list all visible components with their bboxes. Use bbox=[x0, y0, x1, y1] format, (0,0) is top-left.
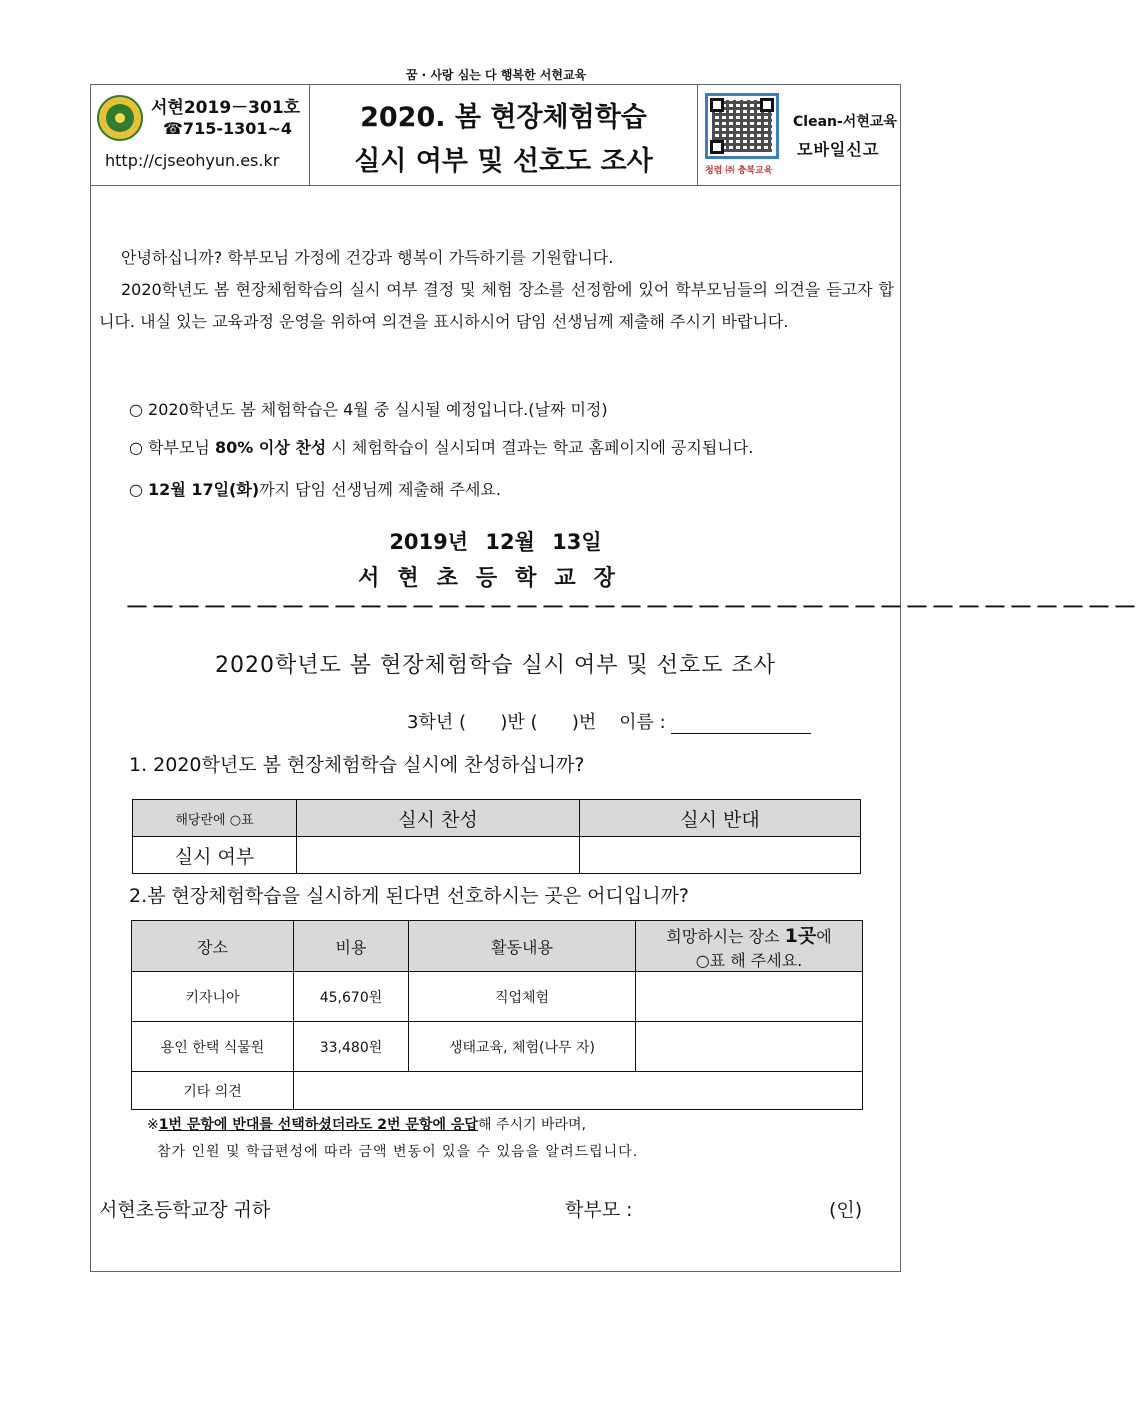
issuer: 서현초등학교장 bbox=[358, 566, 633, 591]
name-field[interactable] bbox=[671, 715, 811, 734]
bullet-approval: ○ 학부모님 80% 이상 찬성 시 체험학습이 실시되며 결과는 학교 홈페이지에 공지됩니다. bbox=[129, 438, 754, 457]
bullet-deadline: ○ 12월 17일(화)까지 담임 선생님께 제출해 주세요. bbox=[129, 480, 501, 499]
cost-cell: 33,480원 bbox=[294, 1022, 409, 1072]
q1-header-disagree: 실시 반대 bbox=[580, 800, 861, 837]
table-row bbox=[132, 1022, 863, 1072]
q2-table bbox=[131, 920, 863, 1110]
question-1: 1. 2020학년도 봄 현장체험학습 실시에 찬성하십니까? bbox=[129, 754, 585, 776]
school-url[interactable]: http://cjseohyun.es.kr bbox=[105, 151, 280, 170]
slogan: 꿈 · 사랑 심는 다 행복한 서현교육 bbox=[405, 68, 587, 82]
place-cell: 용인 한택 식물원 bbox=[132, 1022, 294, 1072]
q1-table bbox=[132, 799, 861, 874]
q2-header-cost: 비용 bbox=[294, 921, 409, 972]
letter-body: 2020학년도 봄 현장체험학습의 실시 여부 결정 및 체험 장소를 선정함에 있어 학부모님들의 의견을 듣고자 합니다. 내실 있는 교육과정 운영을 위하여 의견을 표시하시어 담임 선생님께 제출해 주시기 바랍니다. bbox=[99, 280, 894, 331]
activity-cell: 직업체험 bbox=[409, 972, 636, 1022]
issue-date: 2019년 12월 13일 bbox=[389, 530, 602, 554]
doc-title-line2: 실시 여부 및 선호도 조사 bbox=[354, 146, 653, 177]
doc-number: 서현2019－301호 bbox=[151, 98, 301, 118]
q1-header-mark: 해당란에 ○표 bbox=[133, 800, 297, 837]
q1-header-agree: 실시 찬성 bbox=[297, 800, 580, 837]
activity-cell: 생태교육, 체험(나무 자) bbox=[409, 1022, 636, 1072]
school-logo-icon bbox=[97, 95, 143, 141]
q1-disagree-cell[interactable] bbox=[580, 837, 861, 874]
note-line2: 참가 인원 및 학급편성에 따라 금액 변동이 있을 수 있음을 알려드립니다. bbox=[157, 1144, 639, 1160]
addressee: 서현초등학교장 귀하 bbox=[99, 1199, 271, 1221]
bullet-schedule: ○ 2020학년도 봄 체험학습은 4월 중 실시될 예정입니다.(날짜 미정) bbox=[129, 400, 608, 419]
mobile-report-label: 모바일신고 bbox=[797, 140, 880, 159]
cost-cell: 45,670원 bbox=[294, 972, 409, 1022]
q1-agree-cell[interactable] bbox=[297, 837, 580, 874]
doc-title-line1: 2020. 봄 현장체험학습 bbox=[360, 102, 647, 133]
note-line1: ※1번 문항에 반대를 선택하셨더라도 2번 문항에 응답해 주시기 바라며, bbox=[147, 1117, 586, 1133]
choice-cell[interactable] bbox=[636, 972, 863, 1022]
etc-label: 기타 의견 bbox=[132, 1072, 294, 1110]
survey-title: 2020학년도 봄 현장체험학습 실시 여부 및 선호도 조사 bbox=[215, 653, 776, 678]
qr-caption: 청렴 ㈜ 충북교육 bbox=[705, 166, 773, 176]
parent-signature-label: 학부모 : bbox=[565, 1199, 633, 1221]
student-info: 3학년 ( )반 ( )번 이름 : bbox=[407, 708, 811, 734]
etc-opinion-cell[interactable] bbox=[294, 1072, 863, 1110]
table-row bbox=[132, 1072, 863, 1110]
qr-code-icon[interactable] bbox=[705, 93, 779, 159]
q2-header-place: 장소 bbox=[132, 921, 294, 972]
clean-label: Clean-서현교육 bbox=[793, 114, 897, 130]
place-cell: 키자니아 bbox=[132, 972, 294, 1022]
seal-mark: (인) bbox=[829, 1199, 863, 1221]
header-title-cell bbox=[310, 85, 698, 185]
greeting: 안녕하십니까? 학부모님 가정에 건강과 행복이 가득하기를 기원합니다. bbox=[121, 248, 614, 267]
q2-header-choice: 희망하시는 장소 1곳에 ○표 해 주세요. bbox=[636, 921, 863, 972]
header bbox=[91, 85, 900, 186]
header-left-cell bbox=[91, 85, 310, 185]
question-2: 2.봄 현장체험학습을 실시하게 된다면 선호하시는 곳은 어디입니까? bbox=[129, 885, 690, 907]
cut-line: －－－－－－－－－－－－－－－－－－－－－－－－－－－－－－－－－－－－－－－ bbox=[125, 593, 1139, 621]
document-frame bbox=[90, 84, 1139, 1272]
table-row bbox=[132, 972, 863, 1022]
q1-row-label: 실시 여부 bbox=[133, 837, 297, 874]
choice-cell[interactable] bbox=[636, 1022, 863, 1072]
q2-header-activity: 활동내용 bbox=[409, 921, 636, 972]
phone-number: ☎715-1301~4 bbox=[163, 119, 293, 138]
